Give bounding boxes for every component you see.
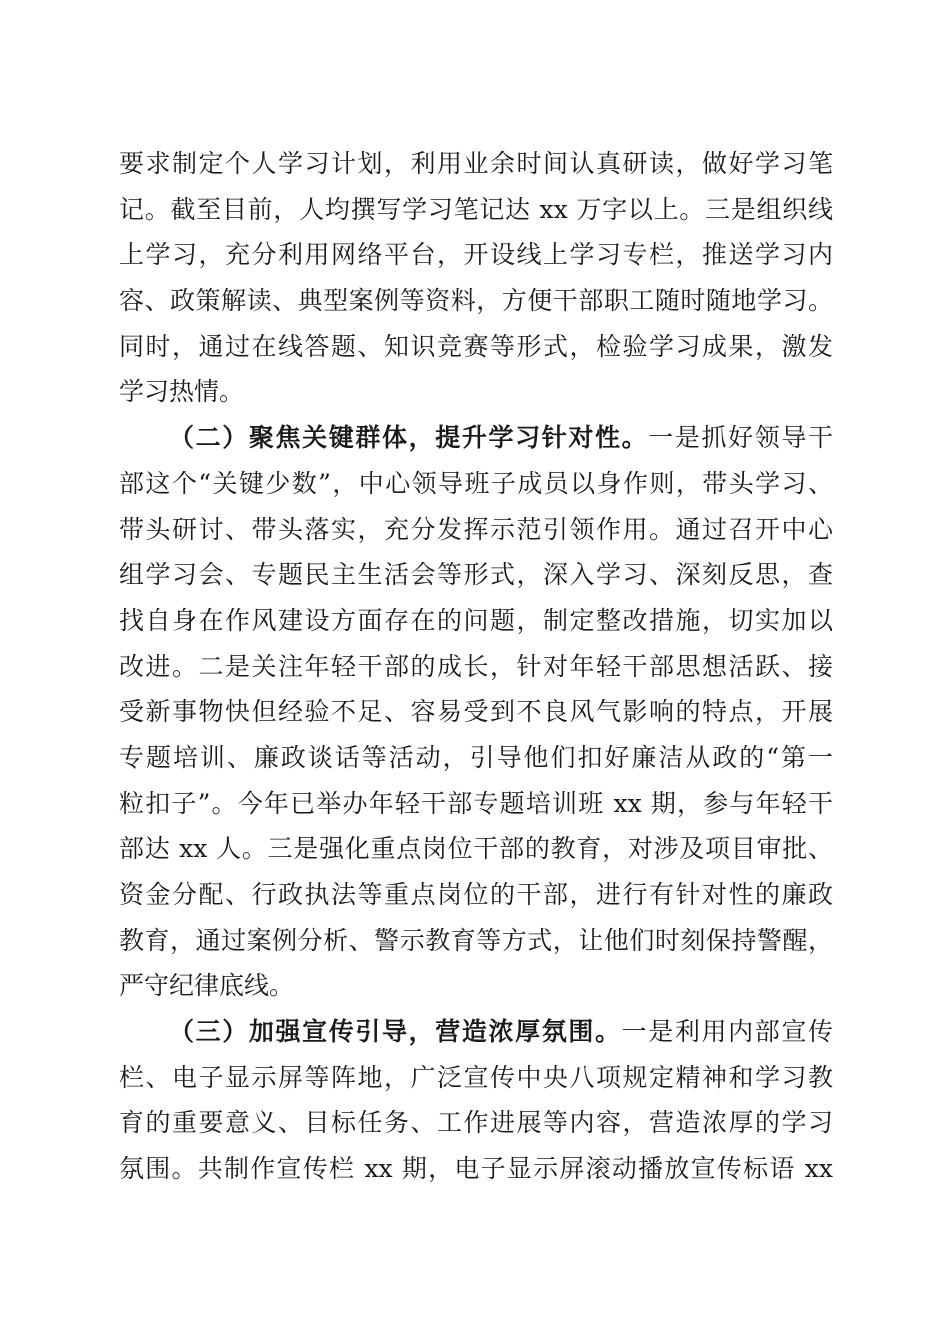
text-line: 栏、电子显示屏等阵地，广泛宣传中央八项规定精神和学习教 <box>119 1062 833 1092</box>
text-line: 受新事物快但经验不足、容易受到不良风气影响的特点，开展 <box>119 697 833 727</box>
text-line: 资金分配、行政执法等重点岗位的干部，进行有针对性的廉政 <box>119 880 833 909</box>
text-line: 组学习会、专题民主生活会等形式，深入学习、深刻反思，查 <box>119 560 833 590</box>
paragraph-1 <box>119 141 833 415</box>
text-run: 一是利用内部宣传 <box>621 1017 833 1047</box>
document-body <box>119 141 833 1192</box>
text-line: 找自身在作风建设方面存在的问题，制定整改措施，切实加以 <box>119 605 833 635</box>
text-line: 带头研讨、带头落实，充分发挥示范引领作用。通过召开中心 <box>119 514 833 544</box>
text-line: 粒扣子”。今年已举办年轻干部专题培训班 xx 期，参与年轻干 <box>119 788 833 818</box>
text-line: 育的重要意义、目标任务、工作进展等内容，营造浓厚的学习 <box>119 1108 833 1138</box>
text-line: 同时，通过在线答题、知识竞赛等形式，检验学习成果，激发 <box>119 331 833 361</box>
text-run: 一是抓好领导干 <box>648 423 833 453</box>
section-heading: （三）加强宣传引导，营造浓厚氛围。 <box>169 1017 622 1047</box>
text-line: 部达 xx 人。三是强化重点岗位干部的教育，对涉及项目审批、 <box>119 834 833 864</box>
text-line: 改进。二是关注年轻干部的成长，针对年轻干部思想活跃、接 <box>119 651 833 681</box>
text-line: 氛围。共制作宣传栏 xx 期，电子显示屏滚动播放宣传标语 xx <box>119 1154 833 1184</box>
text-line: 部这个“关键少数”，中心领导班子成员以身作则，带头学习、 <box>119 468 833 498</box>
text-line: 记。截至目前，人均撰写学习笔记达 xx 万字以上。三是组织线 <box>119 194 833 224</box>
text-line <box>119 415 833 461</box>
section-heading: （二）聚焦关键群体，提升学习针对性。 <box>169 423 649 453</box>
text-line: 要求制定个人学习计划，利用业余时间认真研读，做好学习笔 <box>119 149 833 178</box>
text-line: 专题培训、廉政谈话等活动，引导他们扣好廉洁从政的“第一 <box>119 742 833 772</box>
text-line: 容、政策解读、典型案例等资料，方便干部职工随时随地学习。 <box>119 286 833 316</box>
text-line <box>119 1009 833 1055</box>
paragraph-2 <box>119 415 833 1009</box>
text-line: 教育，通过案例分析、警示教育等方式，让他们时刻保持警醒， <box>119 925 833 955</box>
text-line: 上学习，充分利用网络平台，开设线上学习专栏，推送学习内 <box>119 240 833 270</box>
paragraph-3 <box>119 1009 833 1192</box>
text-line: 学习热情。 <box>119 377 245 407</box>
text-line: 严守纪律底线。 <box>119 971 295 1001</box>
